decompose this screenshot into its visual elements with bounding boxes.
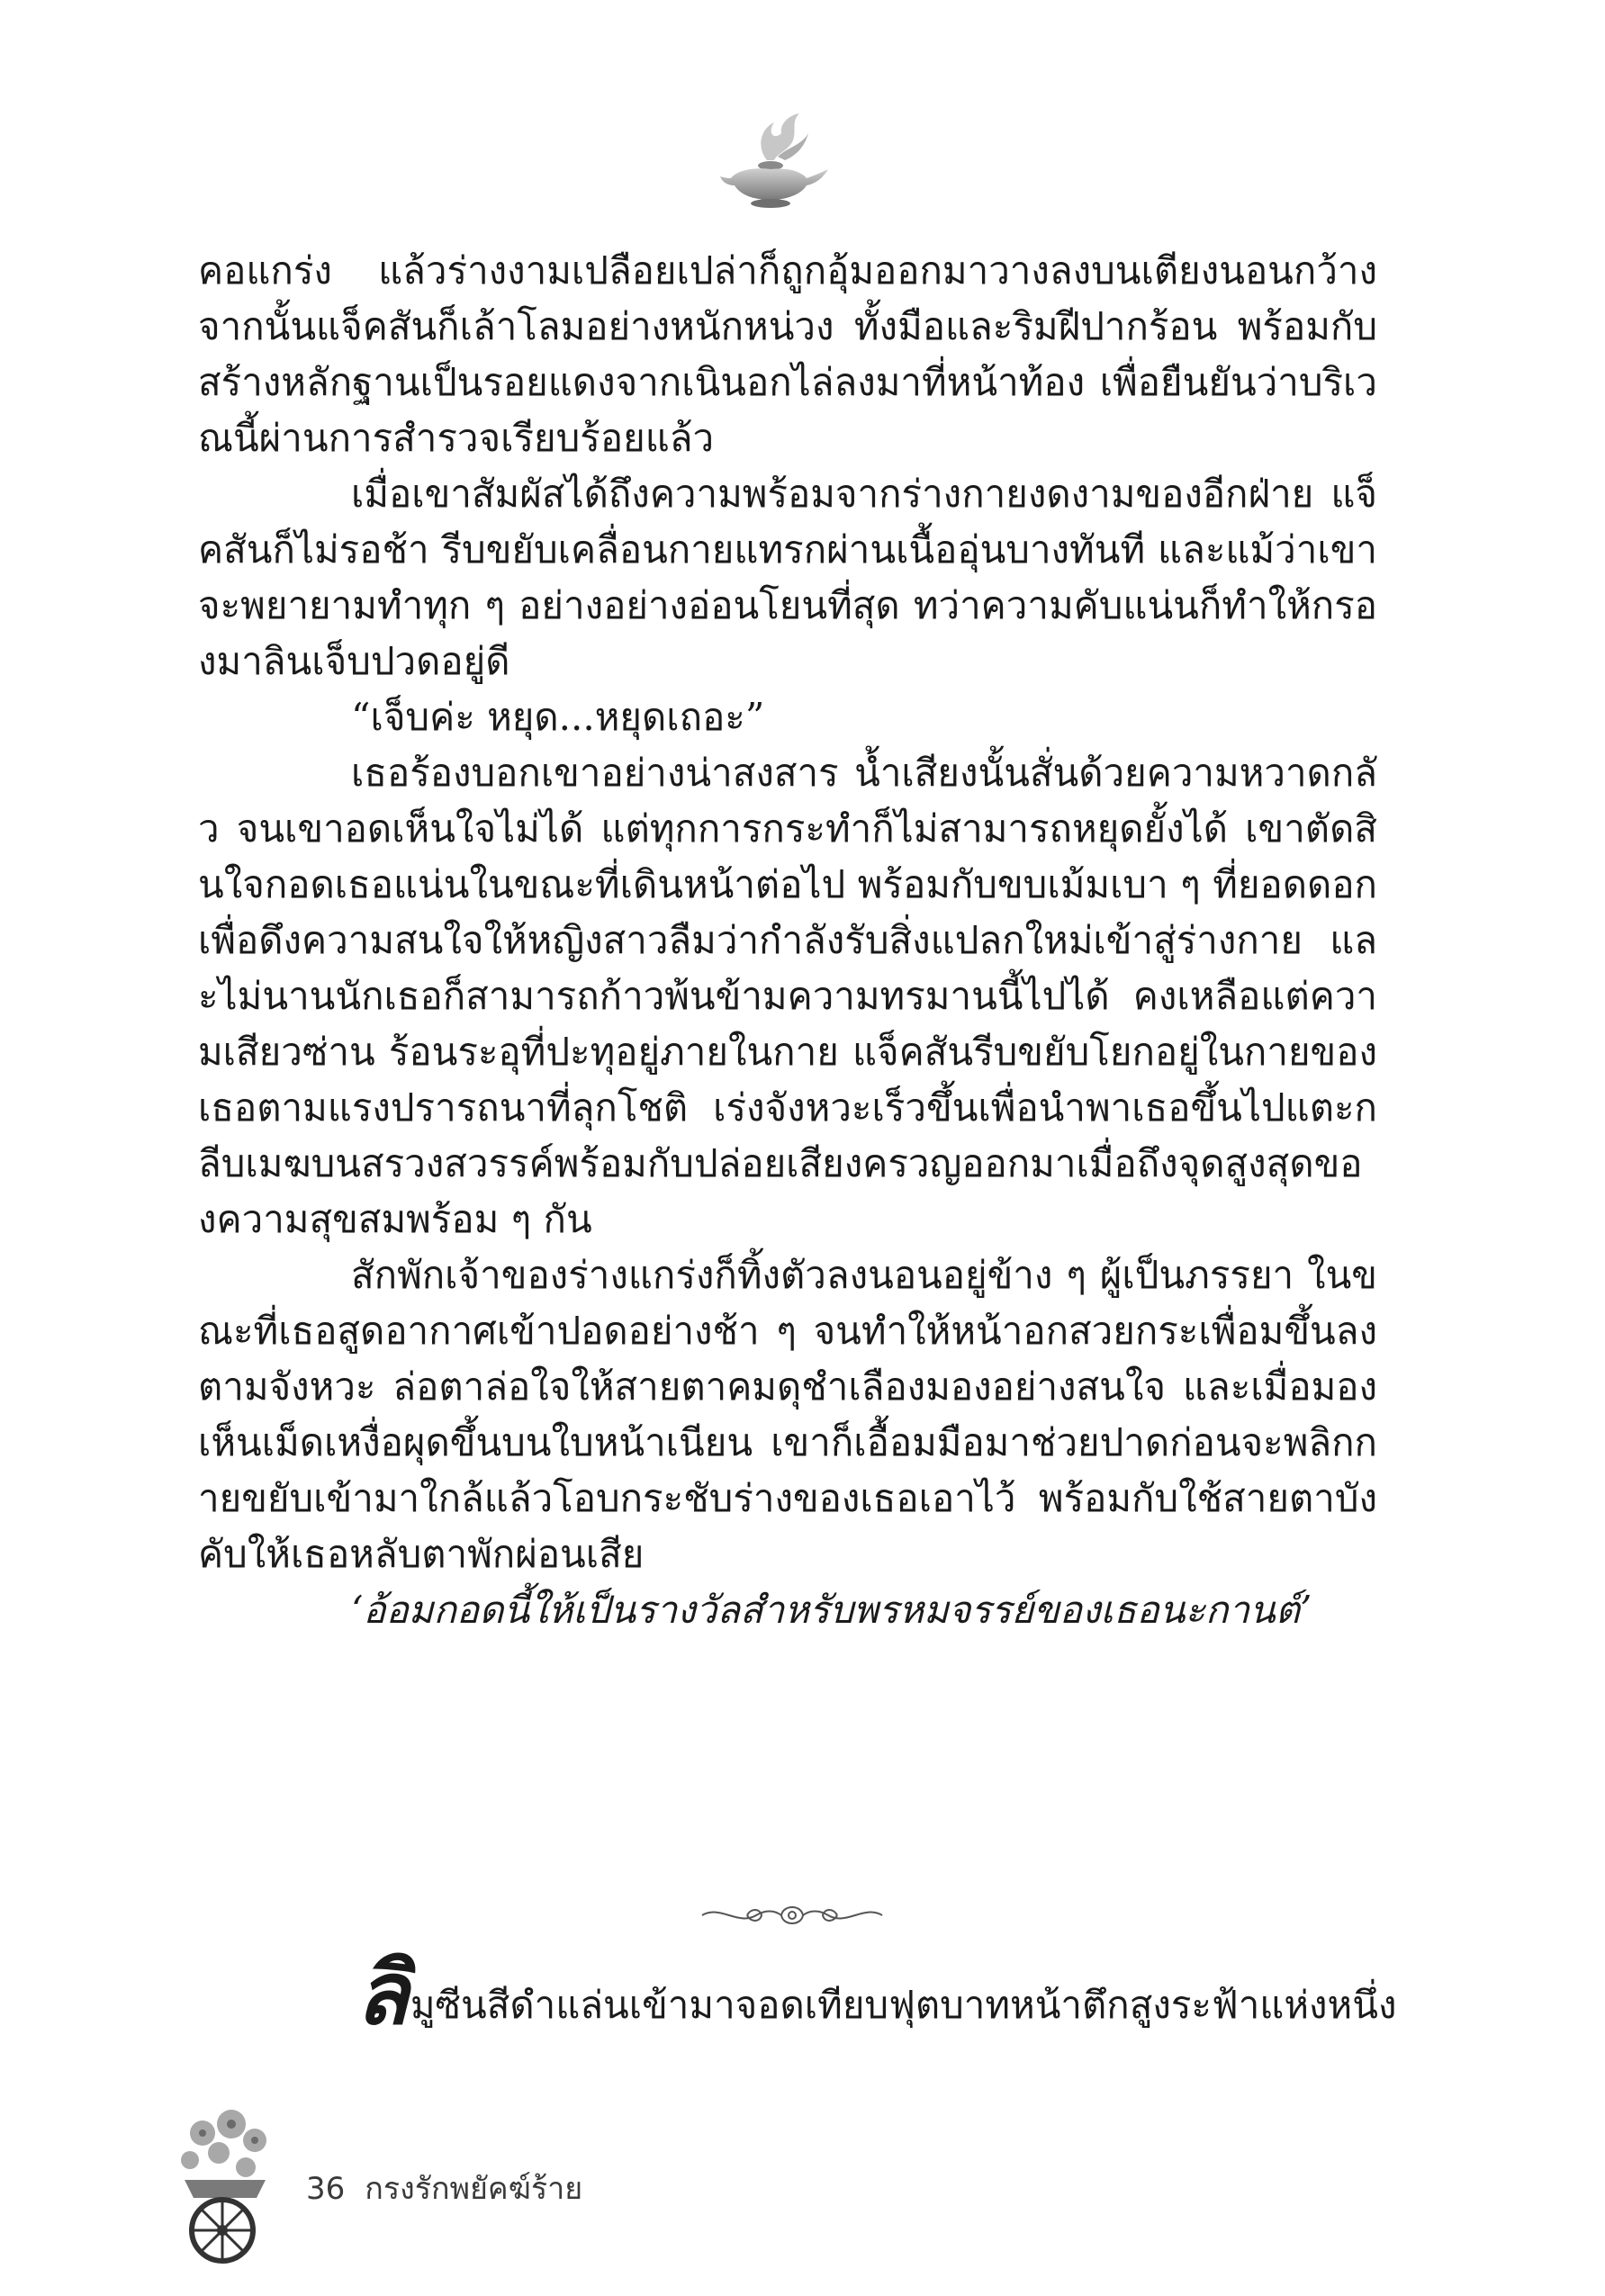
inner-thought: ‘อ้อมกอดนี้ให้เป็นรางวัลสำหรับพรหมจรรย์ของเธอนะกานต์’: [351, 1588, 1312, 1632]
genie-lamp-icon: [711, 106, 837, 214]
paragraph: คอแกร่ง แล้วร่างงามเปลือยเปล่าก็ถูกอุ้มออกมาวางลงบนเตียงนอนกว้าง จากนั้นแจ็คสันก็เล้าโลมอย่างหนักหน่วง ทั้งมือและริมฝีปากร้อน พร้อมกับสร้างหลักฐานเป็นรอยแดงจากเนินอกไล่ลงมาที่หน้าท้อง เพื่อยืนยันว่าบริเวณนี้ผ่านการสำรวจเรียบร้อยแล้ว: [198, 248, 1377, 460]
paragraph: สักพักเจ้าของร่างแกร่งก็ทิ้งตัวลงนอนอยู่ข้าง ๆ ผู้เป็นภรรยา ในขณะที่เธอสูดอากาศเข้าปอดอย่างช้า ๆ จนทำให้หน้าอกสวยกระเพื่อมขึ้นลงตามจังหวะ ล่อตาล่อใจให้สายตาคมดุชำเลืองมองอย่างสนใจ และเมื่อมองเห็นเม็ดเหงื่อผุดขึ้นบนใบหน้าเนียน เขาก็เอื้อมมือมาช่วยปาดก่อนจะพลิกกายขยับเข้ามาใกล้แล้วโอบกระชับร่างของเธอเอาไว้ พร้อมกับใช้สายตาบังคับให้เธอหลับตาพักผ่อนเสีย: [198, 1253, 1377, 1576]
flower-cart-icon: [167, 2097, 284, 2268]
flourish-divider-icon: [693, 1897, 891, 1933]
drop-cap: ลิ: [356, 1942, 409, 2044]
paragraph: เมื่อเขาสัมผัสได้ถึงความพร้อมจากร่างกายงดงามของอีกฝ่าย แจ็คสันก็ไม่รอช้า รีบขยับเคลื่อนกายแทรกผ่านเนื้ออุ่นบางทันที และแม้ว่าเขาจะพยายามทำทุก ๆ อย่างอย่างอ่อนโยนที่สุด ทว่าความคับแน่นก็ทำให้กรองมาลินเจ็บปวดอยู่ดี: [198, 472, 1377, 683]
chapter-opening: [356, 1942, 1397, 2055]
opening-line: มูซีนสีดำแล่นเข้ามาจอดเทียบฟุตบาทหน้าตึกสูงระฟ้าแห่งหนึ่ง: [410, 1983, 1397, 2027]
paragraph: เธอร้องบอกเขาอย่างน่าสงสาร น้ำเสียงนั้นสั่นด้วยความหวาดกลัว จนเขาอดเห็นใจไม่ได้ แต่ทุกการกระทำก็ไม่สามารถหยุดยั้งได้ เขาตัดสินใจกอดเธอแน่นในขณะที่เดินหน้าต่อไป พร้อมกับขบเม้มเบา ๆ ที่ยอดดอกเพื่อดึงความสนใจให้หญิงสาวลืมว่ากำลังรับสิ่งแปลกใหม่เข้าสู่ร่างกาย และไม่นานนักเธอก็สามารถก้าวพ้นข้ามความทรมานนี้ไปได้ คงเหลือแต่ความเสียวซ่าน ร้อนระอุที่ปะทุอยู่ภายในกาย แจ็คสันรีบขยับโยกอยู่ในกายของเธอตามแรงปรารถนาที่ลุกโชติ เร่งจังหวะเร็วขึ้นเพื่อนำพาเธอขึ้นไปแตะกลีบเมฆบนสรวงสวรรค์พร้อมกับปล่อยเสียงครวญออกมาเมื่อถึงจุดสูงสุดของความสุขสมพร้อม ๆ กัน: [198, 751, 1377, 1241]
book-title: กรงรักพยัคฆ์ร้าย: [365, 2171, 583, 2207]
dialogue-line: “เจ็บค่ะ หยุด...หยุดเถอะ”: [351, 695, 765, 739]
page-footer: [306, 2164, 582, 2212]
page-number: 36: [306, 2171, 346, 2207]
main-text: [198, 243, 1377, 1638]
